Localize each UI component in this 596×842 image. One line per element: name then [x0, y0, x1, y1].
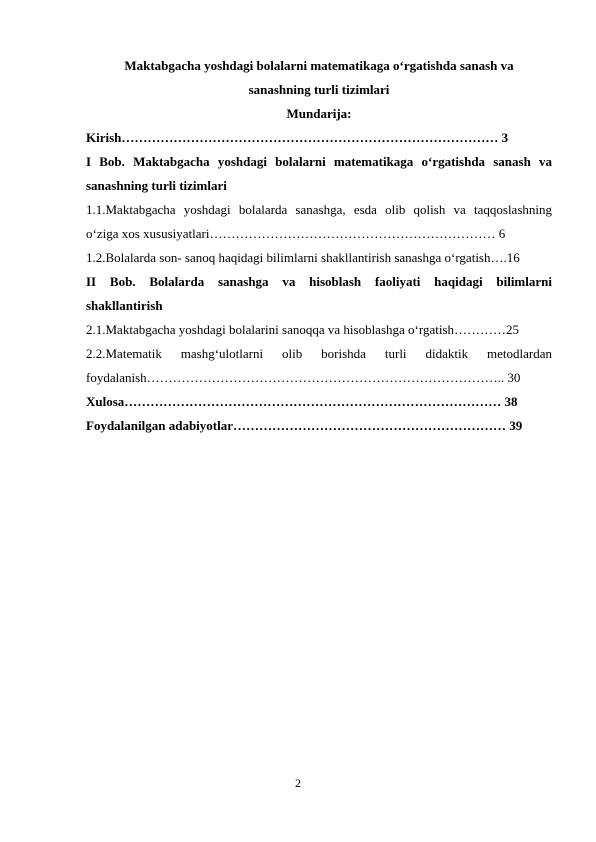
document-title-line-1: Maktabgacha yoshdagi bolalarni matematikaga o‘rgatishda sanash va — [124, 58, 514, 73]
toc-entry-1-1: 1.1.Maktabgacha yoshdagi bolalarda sanashga, esda olib qolish va taqqoslashning — [86, 202, 552, 217]
toc-heading: Mundarija: — [286, 106, 352, 121]
toc-entry-chapter-1: I Bob. Maktabgacha yoshdagi bolalarni matematikaga o‘rgatishda sanash va — [86, 154, 552, 169]
toc-entry-chapter-2: II Bob. Bolalarda sanashga va hisoblash faoliyati haqidagi bilimlarni — [86, 274, 552, 289]
toc-entry-1-1-cont: o‘ziga xos xususiyatlari………………………………………………………… 6 — [86, 226, 506, 241]
toc-entry-bibliography: Foydalanilgan adabiyotlar……………………………………………………… 39 — [86, 418, 523, 433]
toc-entry-chapter-2-cont: shakllantirish — [86, 298, 163, 313]
toc-entry-2-1: 2.1.Maktabgacha yoshdagi bolalarini sanoqqa va hisoblashga o‘rgatish…………25 — [86, 322, 520, 337]
document-title-line-2: sanashning turli tizimlari — [248, 82, 390, 97]
toc-entry-xulosa: Xulosa…………………………………………………………………………… 38 — [86, 394, 518, 409]
toc-entry-2-2-cont: foydalanish……………………………………………………………………….. 30 — [86, 370, 521, 385]
toc-entry-2-2: 2.2.Matematik mashg‘ulotlarni olib borishda turli didaktik metodlardan — [86, 346, 552, 361]
toc-entry-chapter-1-cont: sanashning turli tizimlari — [86, 178, 227, 193]
page-number: 2 — [295, 776, 301, 790]
toc-entry-kirish: Kirish…………………………………………………………………………… 3 — [86, 130, 509, 145]
toc-entry-1-2: 1.2.Bolalarda son- sanoq haqidagi bilimlarni shakllantirish sanashga o‘rgatish….16 — [86, 250, 520, 265]
